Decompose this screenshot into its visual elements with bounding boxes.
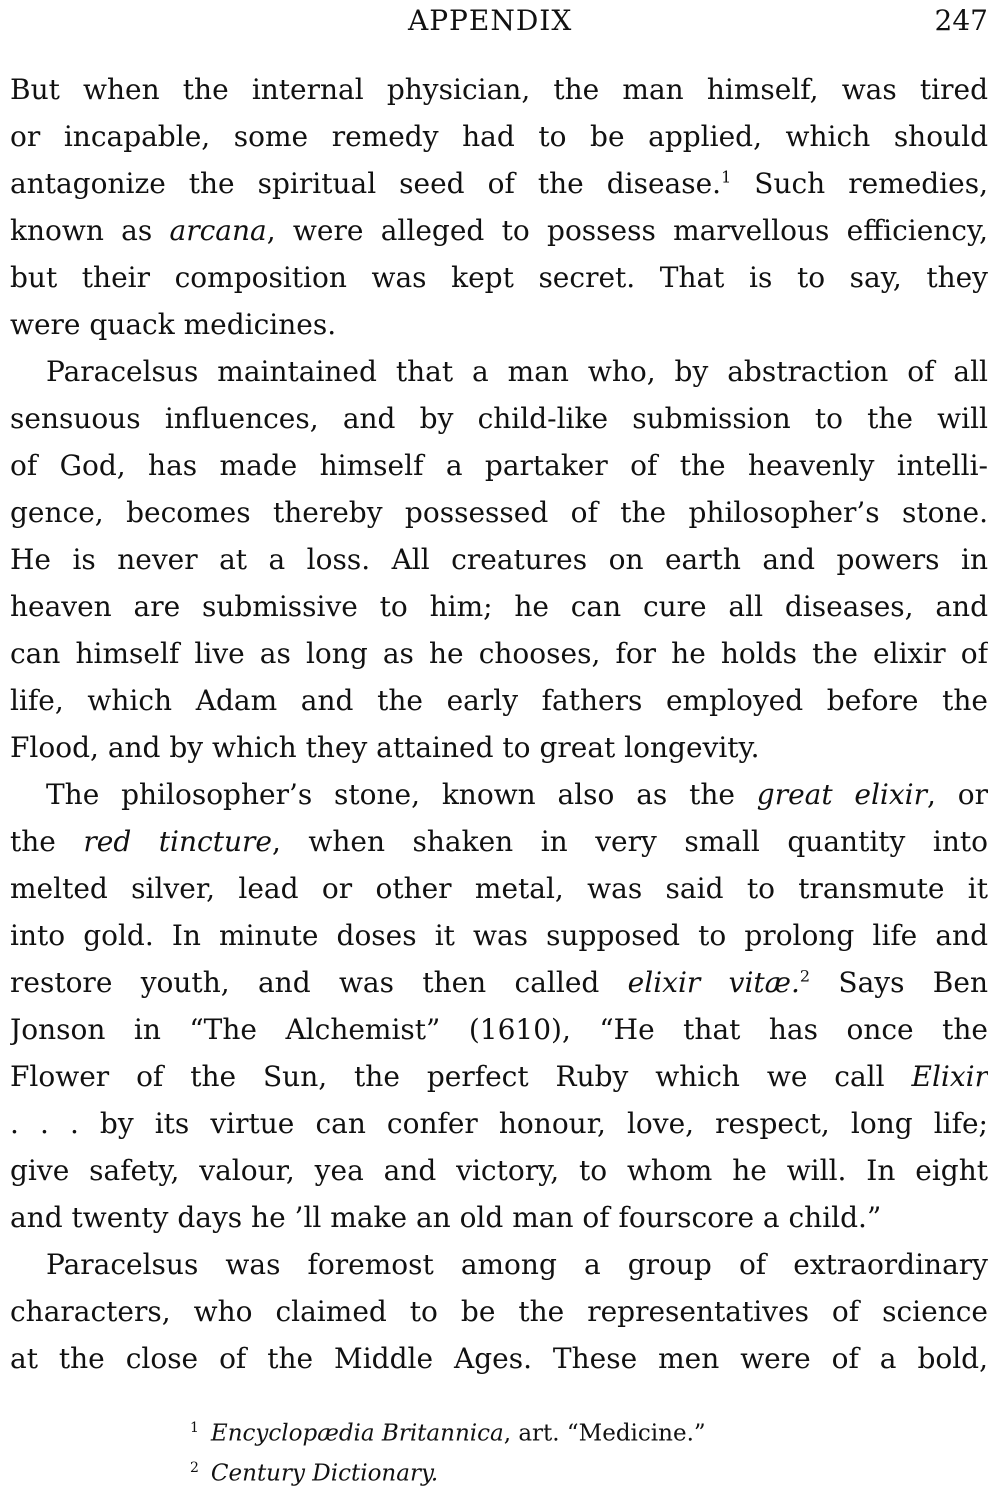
italic-text: Century Dictionary. <box>210 1460 439 1487</box>
text-line <box>10 160 988 207</box>
text-line <box>10 724 988 771</box>
text-segment: give safety, valour, yea and victory, to whom he will. In eight <box>10 1154 988 1187</box>
text-segment: at the close of the Middle Ages. These men were of a bold, <box>10 1342 988 1375</box>
text-segment: But when the internal physician, the man himself, was tired <box>10 73 988 106</box>
text-line <box>10 1147 988 1194</box>
text-line <box>10 1006 988 1053</box>
text-line <box>10 1241 988 1288</box>
running-head: APPENDIX <box>408 4 573 37</box>
text-line <box>10 1288 988 1335</box>
text-segment: . . . by its virtue can confer honour, love, respect, long life; <box>10 1107 988 1140</box>
footnotes <box>190 1408 890 1488</box>
text-line <box>10 771 988 818</box>
text-line <box>10 912 988 959</box>
text-segment: Flower of the Sun, the perfect Ruby which we call <box>10 1060 912 1093</box>
text-line <box>10 348 988 395</box>
italic-text: great elixir <box>756 778 928 811</box>
italic-text: arcana <box>169 214 267 247</box>
text-line <box>10 536 988 583</box>
italic-text: Encyclopædia Britannica <box>210 1420 504 1447</box>
text-line <box>10 583 988 630</box>
body-text <box>10 66 988 1382</box>
text-segment: Says Ben <box>810 966 988 999</box>
text-line <box>10 254 988 301</box>
text-segment: heaven are submissive to him; he can cure all diseases, and <box>10 590 988 623</box>
text-segment: Paracelsus maintained that a man who, by abstraction of all <box>46 355 988 388</box>
text-segment: , or <box>927 778 988 811</box>
text-segment: , art. “Medicine.” <box>503 1420 706 1447</box>
text-segment: but their composition was kept secret. That is to say, they <box>10 261 988 294</box>
text-line <box>10 301 988 348</box>
text-line <box>10 207 988 254</box>
text-segment: , when shaken in very small quantity into <box>271 825 988 858</box>
text-segment: melted silver, lead or other metal, was said to transmute it <box>10 872 988 905</box>
footnote-reference: 1 <box>721 167 732 187</box>
text-line <box>10 113 988 160</box>
text-segment: restore youth, and was then called <box>10 966 628 999</box>
footnote-marker: 1 <box>190 1420 199 1436</box>
footnote <box>190 1448 890 1488</box>
text-segment: Flood, and by which they attained to great longevity. <box>10 731 760 764</box>
text-line <box>10 865 988 912</box>
text-segment: can himself live as long as he chooses, for he holds the elixir of <box>10 637 988 670</box>
text-line <box>10 1053 988 1100</box>
text-line <box>10 630 988 677</box>
footnote-marker: 2 <box>190 1460 199 1476</box>
text-segment: life, which Adam and the early fathers employed before the <box>10 684 988 717</box>
text-segment: or incapable, some remedy had to be applied, which should <box>10 120 988 153</box>
page-header <box>10 4 988 44</box>
text-line <box>10 1335 988 1382</box>
page-number: 247 <box>934 4 988 37</box>
text-line <box>10 677 988 724</box>
text-segment: and twenty days he ’ll make an old man of fourscore a child.” <box>10 1201 882 1234</box>
text-line <box>10 66 988 113</box>
text-segment: characters, who claimed to be the representatives of science <box>10 1295 988 1328</box>
text-segment: gence, becomes thereby possessed of the philosopher’s stone. <box>10 496 988 529</box>
footnote <box>190 1408 890 1448</box>
text-segment: , were alleged to possess marvellous efficiency, <box>266 214 988 247</box>
text-line <box>10 818 988 865</box>
text-segment: The philosopher’s stone, known also as the <box>46 778 757 811</box>
text-line <box>10 1100 988 1147</box>
text-line <box>10 395 988 442</box>
text-line <box>10 489 988 536</box>
text-segment: of God, has made himself a partaker of the heavenly intelli- <box>10 449 988 482</box>
italic-text: red tincture <box>83 825 272 858</box>
text-segment: sensuous influences, and by child-like submission to the will <box>10 402 988 435</box>
text-segment: known as <box>10 214 170 247</box>
text-line <box>10 1194 988 1241</box>
text-line <box>10 959 988 1006</box>
text-segment: antagonize the spiritual seed of the disease. <box>10 167 722 200</box>
text-segment: into gold. In minute doses it was supposed to prolong life and <box>10 919 988 952</box>
footnote-reference: 2 <box>799 966 811 986</box>
text-segment: He is never at a loss. All creatures on earth and powers in <box>10 543 988 576</box>
italic-text: Elixir <box>911 1060 988 1093</box>
text-segment: were quack medicines. <box>10 308 337 341</box>
text-line <box>10 442 988 489</box>
text-segment: Jonson in “The Alchemist” (1610), “He that has once the <box>10 1013 988 1046</box>
text-segment: the <box>10 825 84 858</box>
italic-text: elixir vitæ. <box>627 966 800 999</box>
text-segment: Paracelsus was foremost among a group of extraordinary <box>46 1248 988 1281</box>
text-segment: Such remedies, <box>731 167 988 200</box>
